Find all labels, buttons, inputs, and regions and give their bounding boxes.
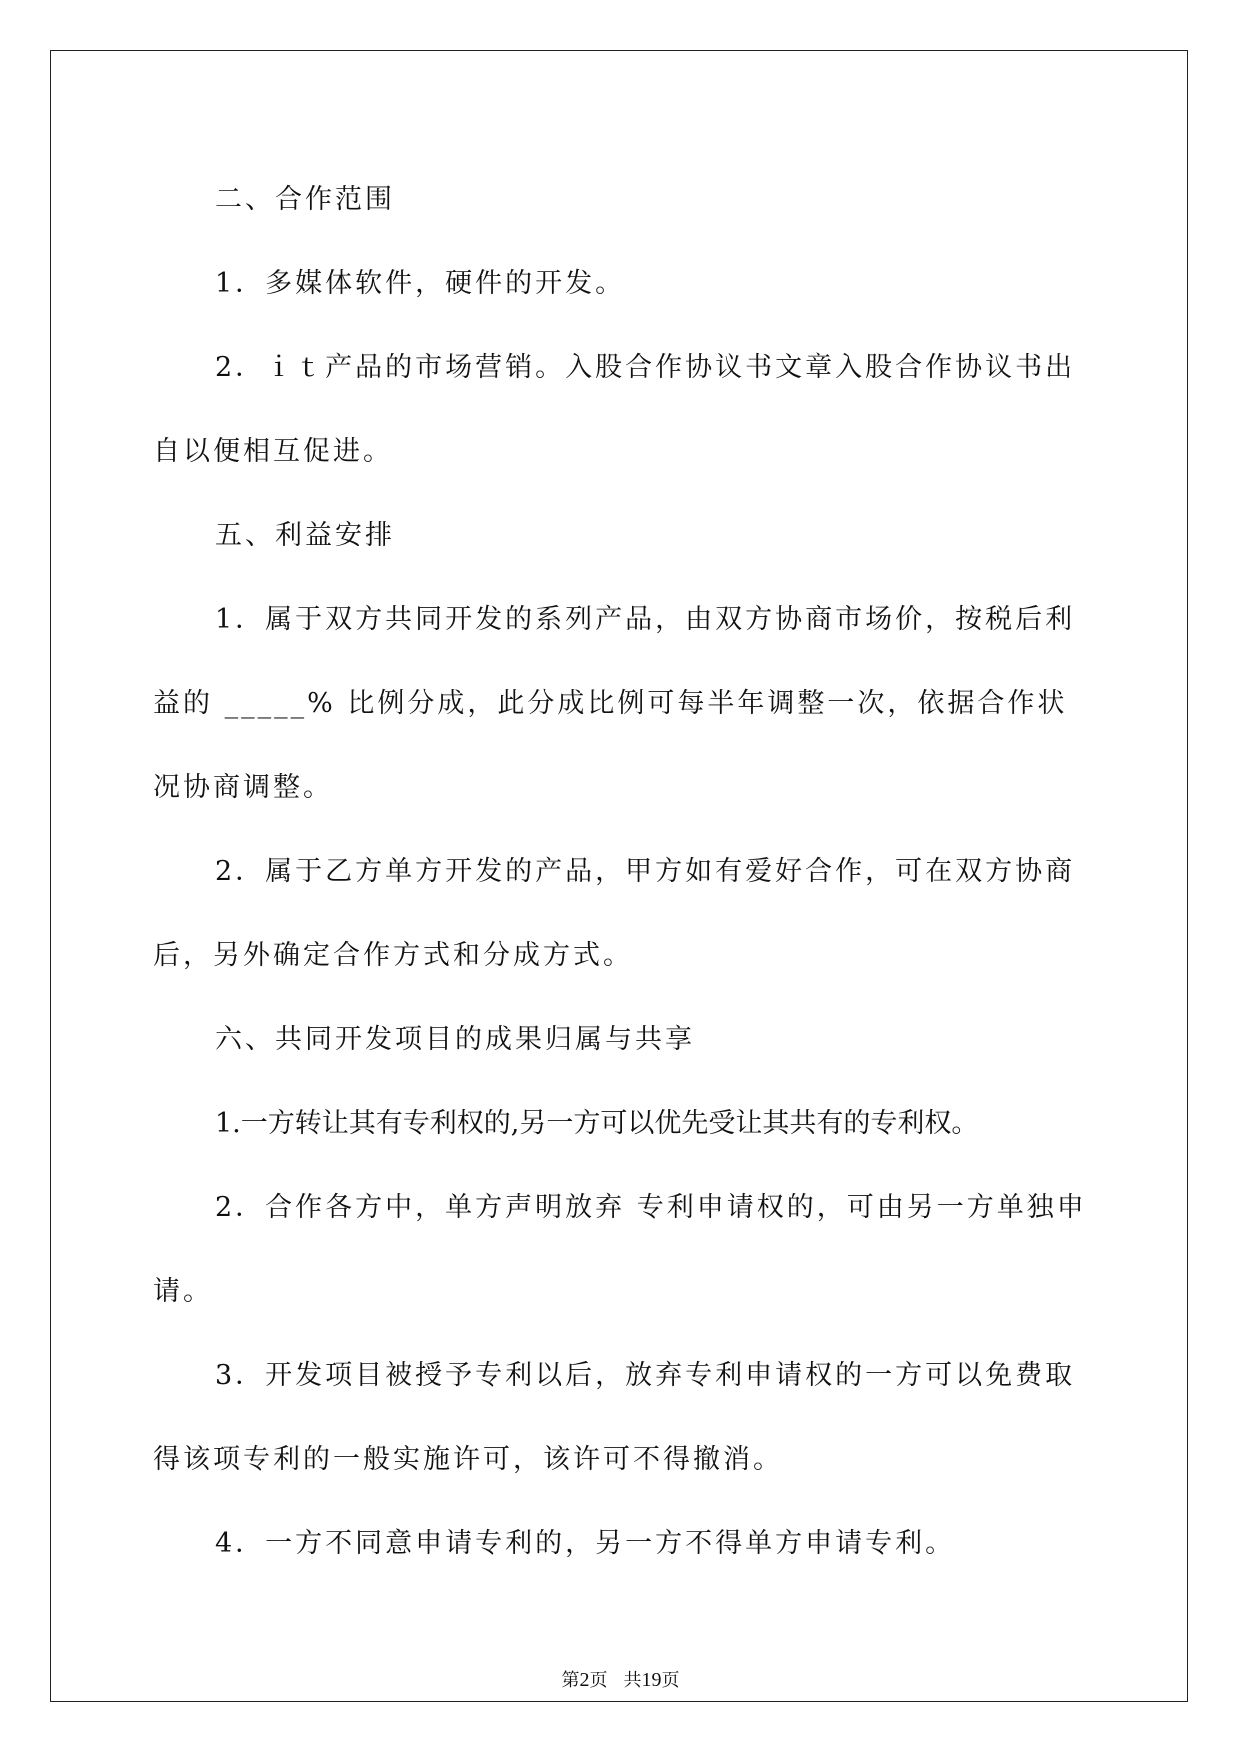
page-number: 2 [579,1669,590,1691]
page-footer [0,1666,1241,1692]
page-suffix: 页 [589,1670,608,1691]
paragraph: 2．合作各方中，单方声明放弃 专利申请权的，可由另一方单独申请。 [153,1192,1087,1307]
paragraph: 1．属于双方共同开发的系列产品，由双方协商市场价，按税后利益的 _____% 比例分成，此分成比例可每半年调整一次，依据合作状况协商调整。 [153,604,1076,803]
paragraph: 2．ｉｔ产品的市场营销。入股合作协议书文章入股合作协议书出自以便相互促进。 [153,352,1076,467]
total-prefix: 共 [623,1670,642,1691]
section-heading: 二、合作范围 [215,184,395,215]
total-suffix: 页 [661,1670,680,1691]
page-prefix: 第 [561,1670,580,1691]
paragraph: 4．一方不同意申请专利的，另一方不得单方申请专利。 [215,1528,956,1559]
total-pages: 19 [641,1669,662,1691]
section-heading: 六、共同开发项目的成果归属与共享 [215,1024,695,1055]
document-body [153,158,1093,1586]
paragraph: 2．属于乙方单方开发的产品，甲方如有爱好合作，可在双方协商后，另外确定合作方式和分成方式。 [153,856,1076,971]
section-heading: 五、利益安排 [215,520,395,551]
paragraph: 1.一方转让其有专利权的,另一方可以优先受让其共有的专利权。 [215,1108,979,1139]
paragraph: 1．多媒体软件，硬件的开发。 [215,268,626,299]
paragraph: 3．开发项目被授予专利以后，放弃专利申请权的一方可以免费取得该项专利的一般实施许可，该许可不得撤消。 [153,1360,1076,1475]
